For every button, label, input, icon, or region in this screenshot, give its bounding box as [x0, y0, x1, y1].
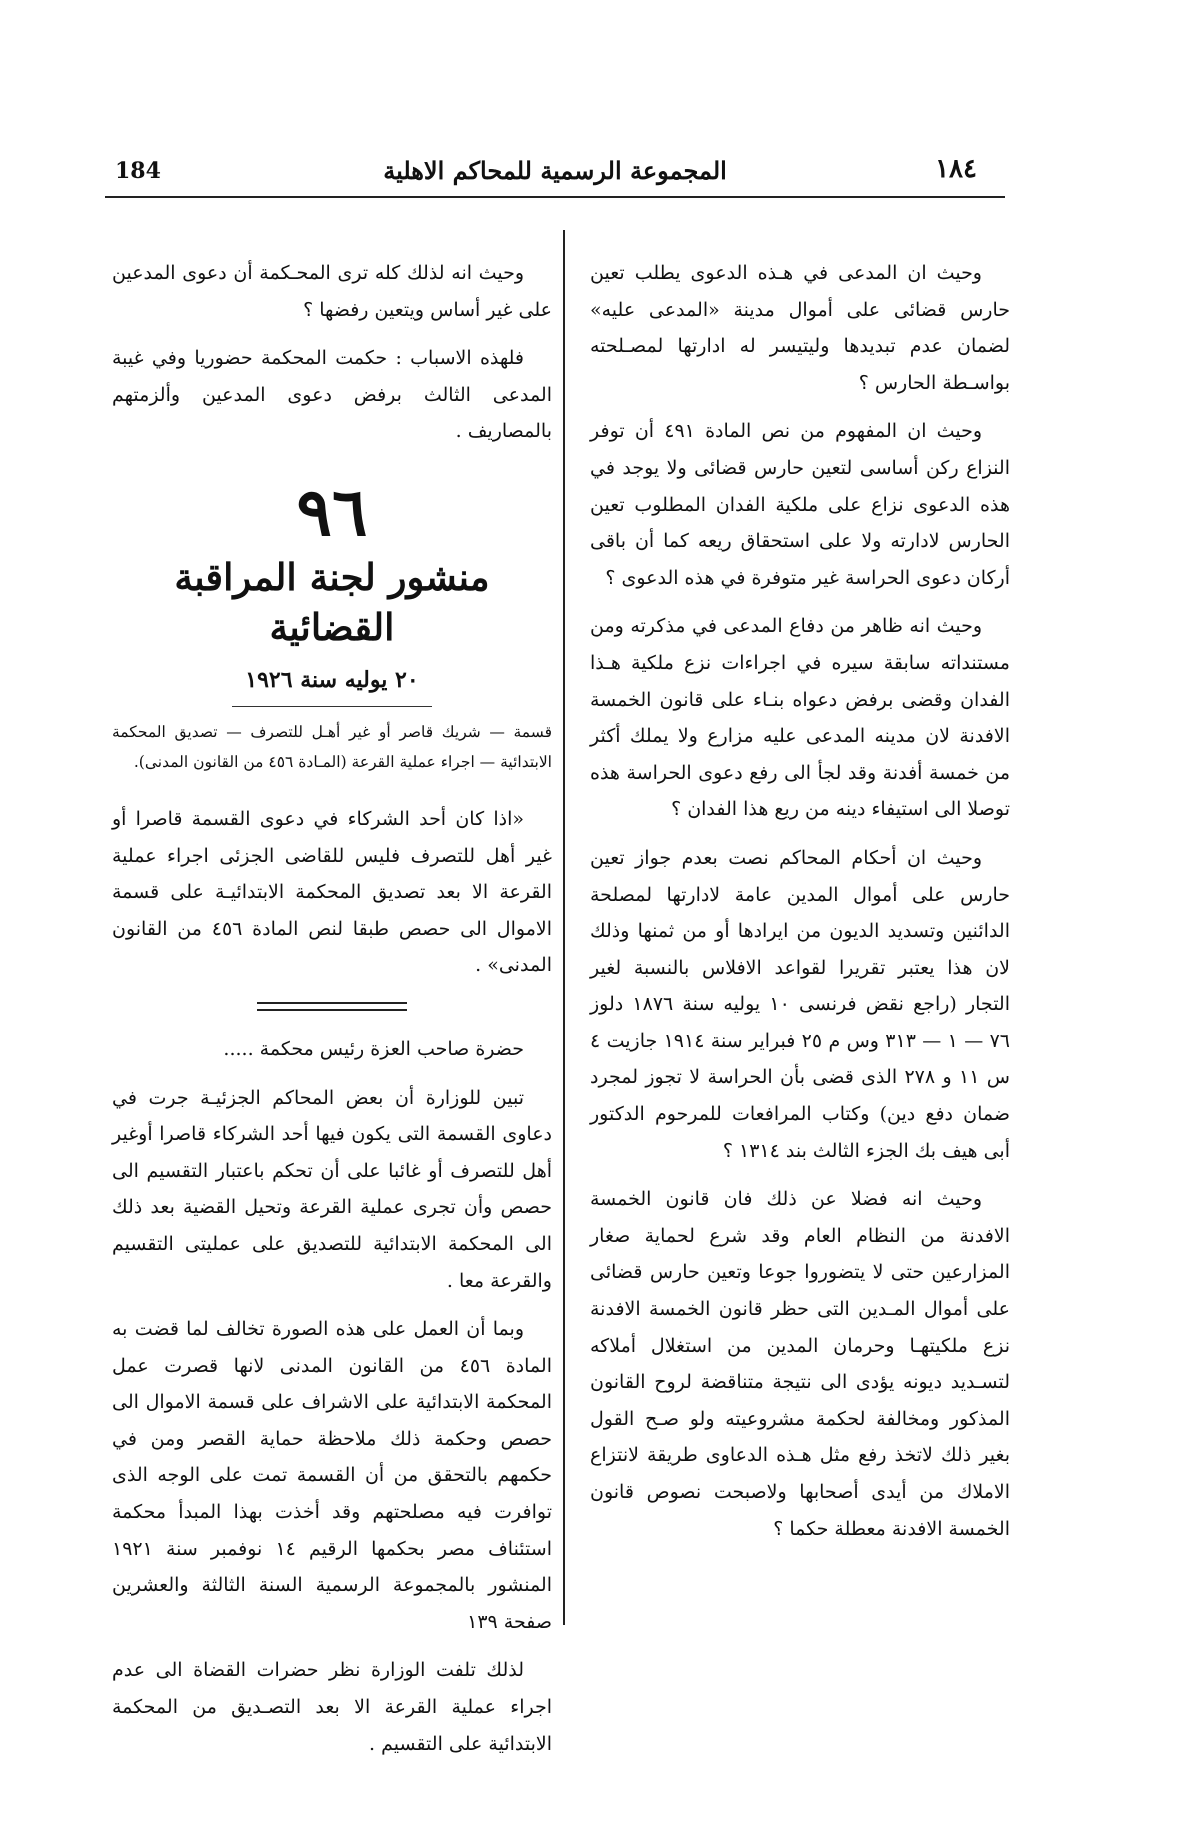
paragraph: وبما أن العمل على هذه الصورة تخالف لما قضت به المادة ٤٥٦ من القانون المدنى لانها قصرت عمل المحكمة الابتدائية على الاشراف على قسمة الاموال الى حصص وحكمة ذلك ملاحظة حماية القصر ومن في حكمهم بالتحقق من أن القسمة تمت على الوجه الذى توافرت فيه مصلحتهم وقد أخذت بهذا المبدأ محكمة استئناف مصر بحكمها الرقيم ١٤ نوفمبر سنة ١٩٢١ المنشور بالمجموعة الرسمية السنة الثالثة والعشرين صفحة ١٣٩ — [112, 1318, 552, 1633]
decision-summary: قسمة — شريك قاصر أو غير أهـل للتصرف — تصديق المحكمة الابتدائية — اجراء عملية القرعة (المـادة ٤٥٦ من القانون المدنى). — [112, 722, 552, 771]
page-number-arabic: ١٨٤ — [935, 154, 977, 184]
decision-date: ٢٠ يوليه سنة ١٩٢٦ — [245, 666, 419, 693]
page-header — [105, 150, 1005, 198]
left-column — [112, 255, 552, 1774]
right-column — [590, 255, 1010, 1559]
running-title: المجموعة الرسمية للمحاكم الاهلية — [383, 156, 727, 185]
paragraph: وحيث انه ظاهر من دفاع المدعى في مذكرته ومن مستنداته سابقة سيره في اجراءات نزع ملكية هـذا الفدان وقضى برفض دعواه بنـاء على قانون الخمسة الافدنة لان مدينه المدعى عليه مزارع ولا يملك أكثر من خمسة أفدنة وقد لجأ الى رفع دعوى الحراسة هذه توصلا الى استيفاء دينه من ريع هذا الفدان ؟ — [590, 615, 1010, 821]
double-rule — [257, 1002, 407, 1011]
salutation: حضرة صاحب العزة رئيس محكمة ..... — [223, 1037, 524, 1060]
paragraph: وحيث انه لذلك كله ترى المحـكمة أن دعوى المدعين على غير أساس ويتعين رفضها ؟ — [112, 262, 552, 321]
paragraph: وحيث ان أحكام المحاكم نصت بعدم جواز تعين حارس على أموال المدين عامة لادارتها لمصلحة الدائنين وتسديد الديون من ايرادها أو من ثمنها وذلك لان هذا يعتبر تقريرا لقواعد الافلاس بالنسبة لغير التجار (راجع نقض فرنسى ١٠ يوليه سنة ١٨٧٦ دلوز ٧٦ — ١ — ٣١٣ وس م ٢٥ فبراير سنة ١٩١٤ جازيت ٤ س ١١ و ٢٧٨ الذى قضى بأن الحراسة لا تجوز لمجرد ضمان دفع دين) وكتاب المرافعات للمرحوم الدكتور أبى هيف بك الجزء الثالث بند ١٣١٤ ؟ — [590, 846, 1011, 1162]
column-divider — [563, 230, 565, 1625]
section-heading: منشور لجنة المراقبة القضائية — [174, 554, 490, 649]
paragraph: وحيث انه فضلا عن ذلك فان قانون الخمسة الافدنة من النظام العام وقد شرع لحماية صغار المزارعين حتى لا يتضوروا جوعا وتعين حارس قضائى على أموال المـدين التى حظر قانون الخمسة الافدنة نزع ملكيتهـا وحرمان المدين من استغلال أملاكه لتسـديد ديونه يؤدى الى نتيجة متناقضة لروح القانون المذكور ومخالفة لحكمة مشروعيته ولو صـح القول بغير ذلك لاتخذ رفع مثل هـذه الدعاوى طريقة لانتزاع الاملاك من أيدى أصحابها ولاصبحت نصوص قانون الخمسة الافدنة معطلة حكما ؟ — [590, 1188, 1010, 1540]
legal-principle: «اذا كان أحد الشركاء في دعوى القسمة قاصرا أو غير أهل للتصرف فليس للقاضى الجزئى اجراء عملية القرعة الا بعد تصديق المحكمة الابتدائيـة على قسمة الاموال الى حصص طبقا لنص المادة ٤٥٦ من القانون المدنى» . — [112, 807, 552, 977]
paragraph: فلهذه الاسباب : حكمت المحكمة حضوريا وفي غيبة المدعى الثالث برفض دعوى المدعين وألزمتهم بالمصاريف . — [112, 347, 552, 443]
paragraph: وحيث ان المفهوم من نص المادة ٤٩١ أن توفر النزاع ركن أساسى لتعين حارس قضائى ولا يوجد في هذه الدعوى نزاع على ملكية الفدان المطلوب تعين الحارس لادارته ولا على استحقاق ريعه كما أن باقى أركان دعوى الحراسة غير متوفرة في هذه الدعوى ؟ — [590, 420, 1010, 589]
short-rule — [232, 706, 432, 707]
paragraph: وحيث ان المدعى في هـذه الدعوى يطلب تعين حارس قضائى على أموال مدينة «المدعى عليه» لضمان عدم تبديدها وليتيسر له ادارتها لمصـلحته بواسـطة الحارس ؟ — [590, 262, 1010, 394]
page-number-latin: 184 — [115, 158, 161, 184]
paragraph: لذلك تلفت الوزارة نظر حضرات القضاة الى عدم اجراء عملية القرعة الا بعد التصـديق من المحكمة الابتدائية على التقسيم . — [112, 1659, 552, 1755]
paragraph: تبين للوزارة أن بعض المحاكم الجزئيـة جرت في دعاوى القسمة التى يكون فيها أحد الشركاء قاصرا أوغير أهل للتصرف أو غائبا على أن تحكم باعتبار التقسيم الى حصص وأن تجرى عملية القرعة وتحيل القضية بعد ذلك الى المحكمة الابتدائية للتصديق على عمليتى التقسيم والقرعة معا . — [112, 1086, 552, 1292]
decision-number: ٩٦ — [296, 472, 368, 551]
